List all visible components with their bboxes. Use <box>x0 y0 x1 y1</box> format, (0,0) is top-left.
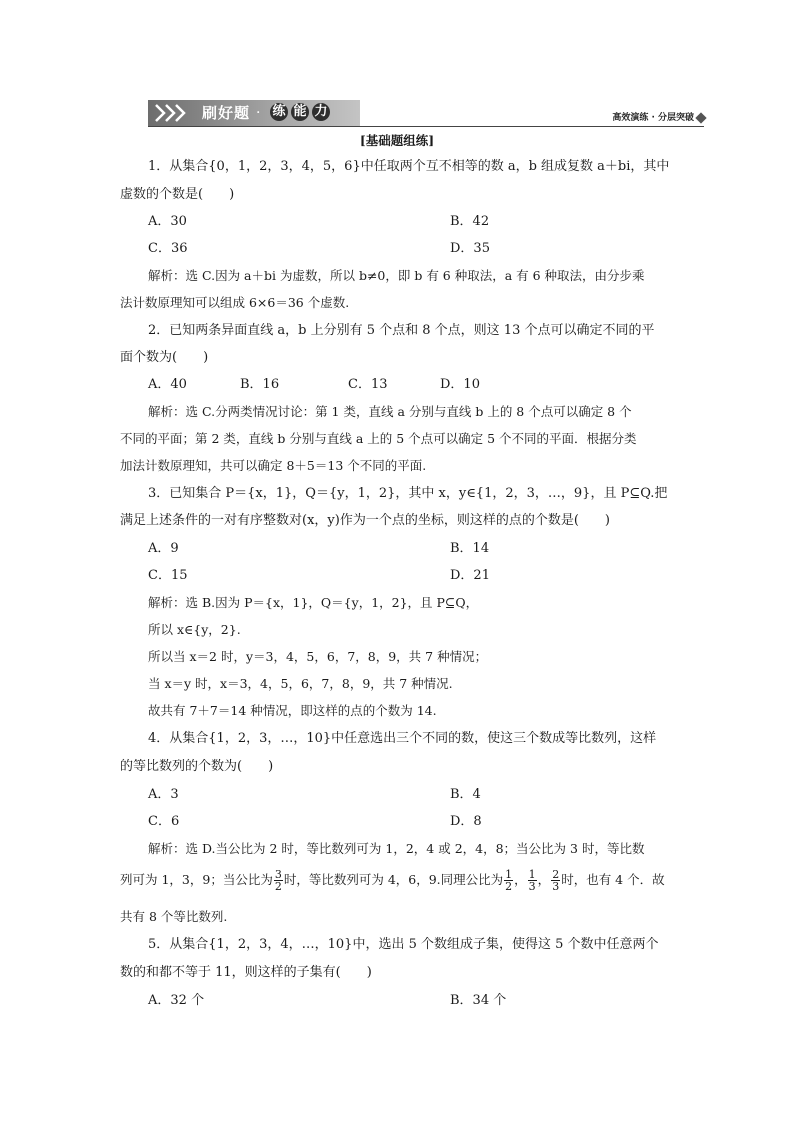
q4-solution-line2 <box>120 869 665 892</box>
q4-option-c: C．6 <box>148 814 180 829</box>
chevron-arrows-icon <box>154 103 190 123</box>
q3-option-c: C．15 <box>148 568 188 583</box>
q1-option-a: A．30 <box>148 214 187 229</box>
header-banner <box>148 100 360 126</box>
q5-option-a: A．32 个 <box>148 993 205 1008</box>
q3-stem-line2: 满足上述条件的一对有序整数对(x，y)作为一个点的坐标，则这样的点的个数是( ) <box>120 513 610 528</box>
q3-solution-line5: 故共有 7＋7＝14 种情况，即这样的点的个数为 14. <box>148 703 437 718</box>
q2-solution-line1: 解析：选 C.分两类情况讨论：第 1 类，直线 a 分别与直线 b 上的 8 个点可以确定 8 个 <box>148 404 632 419</box>
q2-stem-line2: 面个数为( ) <box>120 350 209 365</box>
q2-solution-line3: 加法计数原理知，共可以确定 8＋5＝13 个不同的平面. <box>120 458 427 473</box>
header-right-text: 高效演练 · 分层突破 <box>612 113 694 123</box>
q5-stem-line2: 数的和都不等于 11，则这样的子集有( ) <box>120 965 372 980</box>
q2-stem-line1: 2．已知两条异面直线 a，b 上分别有 5 个点和 8 个点，则这 13 个点可以确定不同的平 <box>148 323 655 338</box>
header-title: 刷好题 <box>202 104 251 122</box>
q4-option-b: B．4 <box>450 787 481 802</box>
q3-solution-line3: 所以当 x＝2 时，y＝3，4，5，6，7，8，9，共 7 种情况； <box>148 649 488 664</box>
q4-option-d: D．8 <box>450 814 482 829</box>
header-dot: · <box>256 105 261 121</box>
q4-option-a: A．3 <box>148 787 179 802</box>
q2-option-b: B．16 <box>240 377 280 392</box>
q2-option-c: C．13 <box>348 377 388 392</box>
q3-option-b: B．14 <box>450 541 490 556</box>
q1-stem-line2: 虚数的个数是( ) <box>120 187 235 202</box>
q2-option-a: A．40 <box>148 377 187 392</box>
q5-stem-line1: 5．从集合{1，2，3，4，…，10}中，选出 5 个数组成子集，使得这 5 个数中任意两个 <box>148 937 659 952</box>
separator: ， <box>537 872 551 887</box>
fraction: $\frac{1}{2}$ <box>505 868 513 893</box>
separator: ， <box>514 872 527 887</box>
q4-solution-text: 列可为 1，3，9；当公比为 <box>120 872 273 887</box>
q3-solution-line1: 解析：选 B.因为 P＝{x，1}，Q＝{y，1，2}，且 P⊆Q， <box>148 595 479 610</box>
q3-option-a: A．9 <box>148 541 179 556</box>
section-title: [基础题组练] <box>359 133 435 148</box>
fraction: $\frac{2}{3}$ <box>552 868 560 893</box>
fraction: $\frac{1}{3}$ <box>528 868 536 893</box>
header-rule <box>148 126 704 127</box>
highlight-char: 能 <box>291 103 309 121</box>
q4-stem-line1: 4．从集合{1，2，3，…，10}中任意选出三个不同的数，使这三个数成等比数列，这样 <box>148 731 657 746</box>
q3-stem-line1: 3．已知集合 P＝{x，1}，Q＝{y，1，2}，其中 x，y∈{1，2，3，…，9}，且 P⊆Q.把 <box>148 486 668 501</box>
q4-solution-text: 时，也有 4 个．故 <box>561 872 665 887</box>
q1-option-b: B．42 <box>450 214 490 229</box>
highlight-char: 力 <box>312 103 330 121</box>
q1-solution-line2: 法计数原理知可以组成 6×6＝36 个虚数. <box>120 295 350 310</box>
q1-solution-line1: 解析：选 C.因为 a＋bi 为虚数，所以 b≠0，即 b 有 6 种取法，a 有 6 种取法，由分步乘 <box>148 268 645 283</box>
q4-solution-text: 时，等比数列可为 4，6，9.同理公比为 <box>283 872 504 887</box>
q3-solution-line2: 所以 x∈{y，2}. <box>148 622 241 637</box>
q2-option-d: D．10 <box>440 377 480 392</box>
q5-option-b: B．34 个 <box>450 993 507 1008</box>
diamond-icon <box>695 112 706 123</box>
q1-option-c: C．36 <box>148 241 188 256</box>
q2-solution-line2: 不同的平面；第 2 类，直线 b 分别与直线 a 上的 5 个点可以确定 5 个不同的平面．根据分类 <box>120 431 637 446</box>
q4-solution-line3: 共有 8 个等比数列. <box>120 909 228 924</box>
q3-option-d: D．21 <box>450 568 490 583</box>
q1-option-d: D．35 <box>450 241 490 256</box>
highlight-char: 练 <box>270 103 288 121</box>
fraction: $\frac{3}{2}$ <box>274 868 282 893</box>
q4-solution-line1: 解析：选 D.当公比为 2 时，等比数列可为 1，2，4 或 2，4，8；当公比为 3 时，等比数 <box>148 841 645 856</box>
q1-stem-line1: 1．从集合{0，1，2，3，4，5，6}中任取两个互不相等的数 a，b 组成复数 a＋bi，其中 <box>148 159 670 174</box>
q4-stem-line2: 的等比数列的个数为( ) <box>120 759 274 774</box>
q3-solution-line4: 当 x＝y 时，x＝3，4，5，6，7，8，9，共 7 种情况. <box>148 676 453 691</box>
header-highlight <box>270 103 330 121</box>
